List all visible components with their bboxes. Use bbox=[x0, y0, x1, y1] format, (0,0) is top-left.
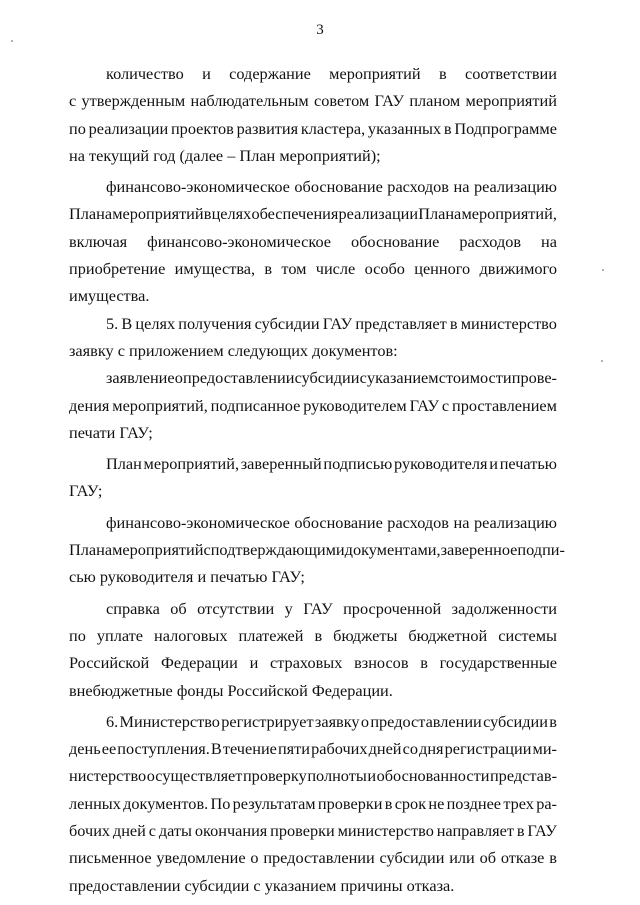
text-line: финансово-экономическое обоснование расходов на реализацию bbox=[106, 177, 557, 197]
text-line: Плана мероприятий в целях обеспечения реализации Плана мероприятий, bbox=[69, 204, 557, 224]
text-line: заявку с приложением следующих документов: bbox=[69, 340, 398, 360]
text-line: нистерство осуществляет проверку полноты и обоснованности представ- bbox=[69, 766, 557, 786]
text-line: по реализации проектов развития кластера, указанных в Подпрограмме bbox=[69, 118, 557, 138]
text-line: 6. Министерство регистрирует заявку о предоставлении субсидии в bbox=[106, 711, 557, 731]
text-line: печати ГАУ; bbox=[69, 422, 153, 442]
text-line: письменное уведомление о предоставлении субсидии или об отказе в bbox=[69, 848, 557, 868]
text-line: Российской Федерации и страховых взносов в государственные bbox=[69, 653, 557, 673]
scan-speck bbox=[601, 360, 603, 362]
text-line: предоставлении субсидии с указанием причины отказа. bbox=[69, 875, 455, 895]
text-line: включая финансово-экономическое обоснование расходов на bbox=[69, 231, 557, 251]
scan-speck bbox=[602, 269, 604, 271]
text-line: день ее поступления. В течение пяти рабочих дней со дня регистрации ми- bbox=[69, 739, 557, 759]
text-line: по уплате налоговых платежей в бюджеты бюджетной системы bbox=[69, 625, 557, 645]
text-line: имущества. bbox=[69, 286, 150, 306]
text-line: сью руководителя и печатью ГАУ; bbox=[69, 567, 305, 587]
text-line: ГАУ; bbox=[69, 481, 103, 501]
text-line: на текущий год (далее – План мероприятий); bbox=[69, 145, 381, 165]
text-line: количество и содержание мероприятий в соответствии bbox=[106, 64, 557, 83]
text-line: заявление о предоставлении субсидии с указанием стоимости прове- bbox=[106, 368, 557, 388]
text-line: справка об отсутствии у ГАУ просроченной задолженности bbox=[106, 598, 557, 618]
text-line: внебюджетные фонды Российской Федерации. bbox=[69, 680, 393, 700]
text-line: с утвержденным наблюдательным советом ГАУ планом мероприятий bbox=[69, 91, 557, 111]
text-line: приобретение имущества, в том числе особо ценного движимого bbox=[69, 259, 557, 279]
text-line: 5. В целях получения субсидии ГАУ представляет в министерство bbox=[106, 313, 557, 333]
text-line: бочих дней с даты окончания проверки министерство направляет в ГАУ bbox=[69, 821, 557, 841]
text-line: финансово-экономическое обоснование расходов на реализацию bbox=[106, 512, 557, 532]
text-line: План мероприятий, заверенный подписью руководителя и печатью bbox=[106, 454, 557, 474]
text-line: дения мероприятий, подписанное руководителем ГАУ с проставлением bbox=[69, 395, 557, 415]
text-line: Плана мероприятий с подтверждающими документами, заверенное подпи- bbox=[69, 540, 565, 560]
text-line: ленных документов. По результатам проверки в срок не позднее трех ра- bbox=[69, 793, 557, 813]
document-body bbox=[69, 60, 565, 899]
scan-speck bbox=[11, 40, 13, 42]
page-number: 3 bbox=[316, 22, 324, 38]
